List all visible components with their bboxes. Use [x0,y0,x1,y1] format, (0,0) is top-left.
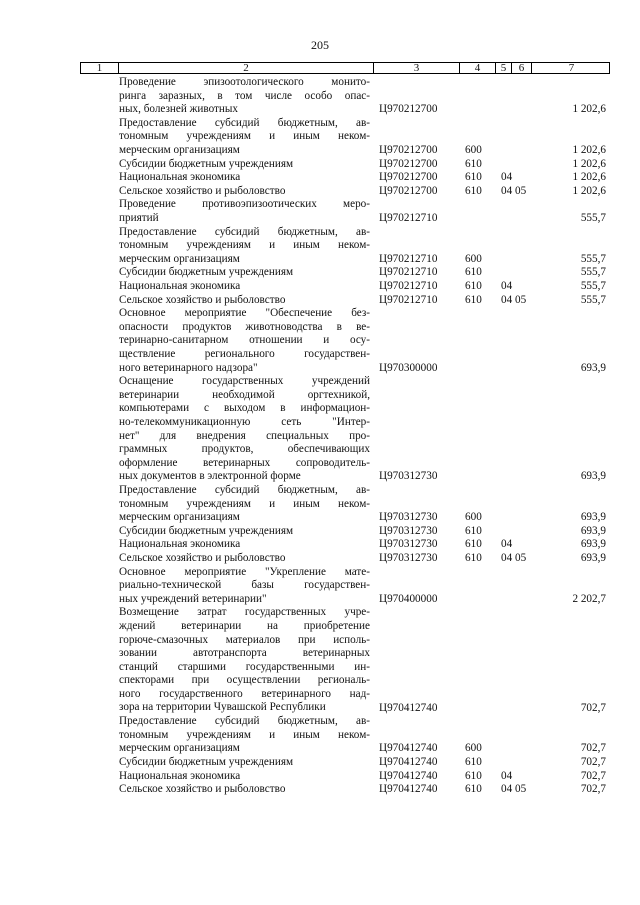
page-number: 205 [311,38,329,52]
description-line: мерческим организациям [119,252,240,265]
description-line: Субсидии бюджетным учреждениям [119,157,294,170]
row-description [119,198,370,225]
target-article-code: Ц970300000 [379,361,438,374]
amount-value: 1 202,6 [572,157,606,170]
expense-type-code: 610 [465,184,482,197]
description-line: компьютерами с выходом в информацион- [119,402,370,415]
amount-value: 693,9 [580,524,606,537]
section-code: 04 [501,538,513,551]
description-line: Проведение эпизоотологического монито- [119,76,370,88]
description-line: ных документов в электронной форме [119,470,301,483]
description-line: ждений ветеринарии на приобретение [119,619,370,632]
amount-value: 693,9 [580,551,606,564]
expense-type-code: 610 [465,266,482,279]
row-description [119,756,370,770]
expense-type-code: 610 [465,755,482,768]
description-line: Оснащение государственных учреждений [119,375,370,388]
table-row [0,538,640,552]
description-line: нет" для внедрения специальных про- [119,429,370,442]
description-line: ных, болезней животных [119,103,239,116]
description-line: станций старшими государственными ин- [119,660,370,673]
header-col-5: 5 [496,63,512,73]
description-line: ного государственного ветеринарного над- [119,687,370,700]
table-row [0,307,640,375]
description-line: ного ветеринарного надзора" [119,361,258,374]
row-description [119,375,370,484]
row-description [119,307,370,375]
header-col-7: 7 [568,62,575,74]
target-article-code: Ц970312730 [379,511,438,524]
row-description [119,76,370,117]
table-row [0,266,640,280]
expense-type-code: 610 [465,171,482,184]
description-line: Сельское хозяйство и рыболовство [119,184,286,197]
table-row [0,294,640,308]
description-line: мерческим организациям [119,511,240,524]
description-line: опасности продуктов животноводства в ве- [119,320,370,333]
table-row [0,171,640,185]
table-row [0,566,640,607]
table-row [0,770,640,784]
target-article-code: Ц970212700 [379,103,438,116]
target-article-code: Ц970212710 [379,252,438,265]
row-description [119,158,370,172]
description-line: мерческим организациям [119,742,240,755]
target-article-code: Ц970312730 [379,524,438,537]
expense-type-code: 600 [465,511,482,524]
target-article-code: Ц970212700 [379,171,438,184]
description-line: Предоставление субсидий бюджетным, ав- [119,116,370,129]
row-description [119,185,370,199]
header-col-3: 3 [374,63,460,73]
expense-type-code: 610 [465,157,482,170]
description-line: ринга заразных, в том числе особо опас- [119,89,370,102]
amount-value: 555,7 [580,266,606,279]
row-description [119,266,370,280]
section-code: 04 [501,171,513,184]
section-code: 04 [501,769,513,782]
table-row [0,525,640,539]
description-line: Предоставление субсидий бюджетным, ав- [119,483,370,496]
section-code: 04 05 [501,293,527,306]
target-article-code: Ц970212700 [379,184,438,197]
table-row [0,76,640,117]
row-description [119,566,370,607]
header-col-4: 4 [460,63,496,73]
target-article-code: Ц970212700 [379,157,438,170]
description-line: риально-технической базы государствен- [119,579,370,592]
target-article-code: Ц970312730 [379,551,438,564]
description-line: ветеринарии необходимой оргтехникой, [119,388,370,401]
table-row [0,375,640,484]
amount-value: 1 202,6 [572,144,606,156]
description-line: граммных продуктов, обеспечивающих [119,443,370,456]
table-row [0,756,640,770]
expense-type-code: 610 [465,524,482,537]
description-line: ществление регионального государствен- [119,347,370,360]
description-line: горюче-смазочных материалов при исполь- [119,633,370,646]
description-line: Предоставление субсидий бюджетным, ав- [119,225,370,238]
row-description [119,117,370,158]
target-article-code: Ц970212710 [379,279,438,292]
description-line: мерческим организациям [119,143,240,156]
table-row [0,185,640,199]
target-article-code: Ц970212700 [379,144,438,156]
description-line: Возмещение затрат государственных учре- [119,606,370,619]
expense-type-code: 600 [465,742,482,755]
amount-value: 693,9 [580,538,606,551]
description-line: оформление ветеринарных сопроводитель- [119,456,370,469]
row-description [119,525,370,539]
description-line: тономным учреждениям и иным неком- [119,728,370,741]
description-line: Субсидии бюджетным учреждениям [119,755,294,768]
description-line: Национальная экономика [119,769,241,782]
row-description [119,294,370,308]
description-line: тономным учреждениям и иным неком- [119,130,370,143]
description-line: Сельское хозяйство и рыболовство [119,293,286,306]
header-col-6: 6 [512,63,532,73]
description-line: Проведение противоэпизоотических меро- [119,198,370,211]
amount-value: 693,9 [580,511,606,524]
description-line: тономным учреждениям и иным неком- [119,497,370,510]
amount-value: 555,7 [580,211,606,224]
description-line: Национальная экономика [119,538,241,551]
expense-type-code: 600 [465,252,482,265]
table-row [0,484,640,525]
expense-type-code: 610 [465,783,482,796]
section-code: 04 [501,279,513,292]
section-code: 04 05 [501,783,527,796]
description-line: Сельское хозяйство и рыболовство [119,783,286,796]
expense-type-code: 610 [465,551,482,564]
target-article-code: Ц970412740 [379,769,438,782]
target-article-code: Ц970312730 [379,470,438,483]
description-line: зовании автотранспорта ветеринарных [119,647,370,660]
row-description [119,484,370,525]
row-description [119,280,370,294]
description-line: зора на территории Чувашской Республики [119,701,326,714]
description-line: Предоставление субсидий бюджетным, ав- [119,715,370,728]
description-line: приятий [119,211,159,224]
target-article-code: Ц970312730 [379,538,438,551]
target-article-code: Ц970412740 [379,701,438,714]
amount-value: 555,7 [580,293,606,306]
expense-type-code: 600 [465,144,482,156]
row-description [119,606,370,715]
expense-type-code: 610 [465,769,482,782]
description-line: ных учреждений ветеринарии" [119,592,267,605]
description-line: Субсидии бюджетным учреждениям [119,266,294,279]
description-line: Национальная экономика [119,279,241,292]
target-article-code: Ц970412740 [379,742,438,755]
table-body [0,76,640,797]
amount-value: 1 202,6 [572,184,606,197]
amount-value: 702,7 [580,701,606,714]
target-article-code: Ц970212710 [379,211,438,224]
amount-value: 702,7 [580,783,606,796]
row-description [119,715,370,756]
header-col-1: 1 [81,63,119,73]
amount-value: 702,7 [580,755,606,768]
description-line: теринарно-санитарном отношении и осу- [119,334,370,347]
expense-type-code: 610 [465,293,482,306]
amount-value: 702,7 [580,742,606,755]
row-description [119,226,370,267]
target-article-code: Ц970212710 [379,266,438,279]
target-article-code: Ц970412740 [379,783,438,796]
row-description [119,783,370,797]
amount-value: 1 202,6 [572,103,606,116]
amount-value: 693,9 [580,361,606,374]
table-row [0,117,640,158]
amount-value: 555,7 [580,279,606,292]
row-description [119,770,370,784]
table-row [0,158,640,172]
expense-type-code: 610 [465,538,482,551]
table-header-row [80,62,610,74]
description-line: Субсидии бюджетным учреждениям [119,524,294,537]
expense-type-code: 610 [465,279,482,292]
target-article-code: Ц970212710 [379,293,438,306]
description-line: Сельское хозяйство и рыболовство [119,551,286,564]
table-row [0,198,640,225]
description-line: но-телекоммуникационную сеть "Интер- [119,415,370,428]
section-code: 04 05 [501,184,527,197]
description-line: Основное мероприятие "Укрепление мате- [119,565,370,578]
amount-value: 555,7 [580,252,606,265]
amount-value: 702,7 [580,769,606,782]
table-row [0,280,640,294]
row-description [119,171,370,185]
table-row [0,783,640,797]
description-line: Основное мероприятие "Обеспечение без- [119,307,370,320]
description-line: спекторами при осуществлении региональ- [119,674,370,687]
amount-value: 693,9 [580,470,606,483]
target-article-code: Ц970400000 [379,592,438,605]
amount-value: 2 202,7 [572,592,606,605]
target-article-code: Ц970412740 [379,755,438,768]
amount-value: 1 202,6 [572,171,606,184]
header-col-2: 2 [119,63,374,73]
table-row [0,552,640,566]
table-row [0,226,640,267]
section-code: 04 05 [501,551,527,564]
row-description [119,552,370,566]
description-line: Национальная экономика [119,171,241,184]
row-description [119,538,370,552]
description-line: тономным учреждениям и иным неком- [119,239,370,252]
table-row [0,606,640,715]
table-row [0,715,640,756]
